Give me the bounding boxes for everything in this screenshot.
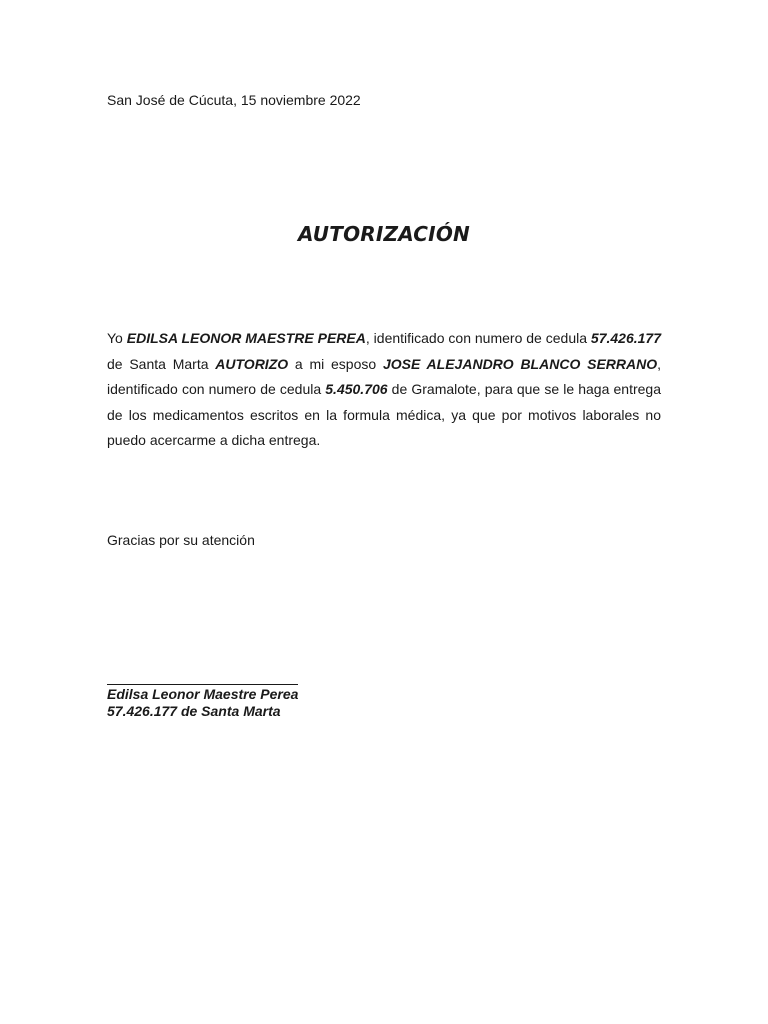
body-text-segment: , identificado con numero de cedula bbox=[107, 355, 662, 397]
authorize-verb: AUTORIZO bbox=[215, 355, 289, 372]
body-text-segment: de Gramalote, para que se le haga entrega de los medicamentos escritos en la formula médica, ya que por motivos laborales no puedo acercarme a dicha entrega. bbox=[107, 381, 661, 448]
authorizer-name: EDILSA LEONOR MAESTRE PEREA bbox=[126, 330, 366, 346]
body-text-segment: Yo bbox=[107, 330, 127, 346]
spouse-name: JOSE ALEJANDRO BLANCO SERRANO bbox=[382, 355, 658, 372]
authorization-paragraph bbox=[107, 326, 661, 454]
signature-id: 57.426.177 de Santa Marta bbox=[107, 703, 281, 719]
body-text-segment: de Santa Marta bbox=[107, 355, 216, 372]
spouse-id-number: 5.450.706 bbox=[325, 381, 388, 397]
date-line: San José de Cúcuta, 15 noviembre 2022 bbox=[107, 92, 361, 108]
body-text-segment: a mi esposo bbox=[288, 355, 383, 372]
signature-name: Edilsa Leonor Maestre Perea bbox=[107, 686, 299, 702]
body-text-segment: , identificado con numero de cedula bbox=[365, 330, 591, 346]
closing-line: Gracias por su atención bbox=[107, 532, 255, 548]
document-title: AUTORIZACIÓN bbox=[298, 222, 470, 246]
authorizer-id-number: 57.426.177 bbox=[590, 330, 661, 346]
